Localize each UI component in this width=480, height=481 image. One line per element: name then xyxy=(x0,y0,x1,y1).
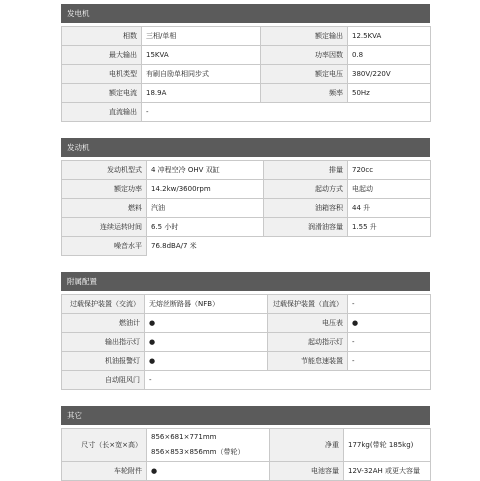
table-row xyxy=(62,27,431,46)
size-value-line: 856×681×771mm xyxy=(151,433,217,441)
spec-label: 电机类型 xyxy=(62,65,142,84)
spec-label: 额定电流 xyxy=(62,84,142,103)
spec-value: ● xyxy=(145,352,268,371)
spec-label: 尺寸（长×宽×高） xyxy=(62,429,147,462)
table-row xyxy=(62,199,431,218)
table-row xyxy=(62,371,431,390)
spec-label: 发动机型式 xyxy=(62,161,147,180)
spec-value: 三相/单相 xyxy=(142,27,261,46)
spec-value: 177kg(带轮 185kg) xyxy=(344,429,431,462)
others-section xyxy=(61,406,430,481)
spec-label: 油箱容积 xyxy=(264,199,348,218)
spec-value: - xyxy=(145,371,431,390)
spec-value: 76.8dBA/7 米 xyxy=(147,237,264,256)
spec-value: 6.5 小时 xyxy=(147,218,264,237)
spec-value: 汽油 xyxy=(147,199,264,218)
spec-value: 有刷自励单相同步式 xyxy=(142,65,261,84)
spec-value: 4 冲程空冷 OHV 双缸 xyxy=(147,161,264,180)
spec-label: 频率 xyxy=(261,84,348,103)
spec-label: 相数 xyxy=(62,27,142,46)
spec-label: 额定功率 xyxy=(62,180,147,199)
others-table xyxy=(61,428,431,481)
size-value-line: 856×853×856mm（带轮） xyxy=(151,448,245,456)
generator-table xyxy=(61,26,431,122)
table-row xyxy=(62,462,431,481)
spec-label: 连续运转时间 xyxy=(62,218,147,237)
accessories-table xyxy=(61,294,431,390)
spec-label: 直流输出 xyxy=(62,103,142,122)
spec-value: ● xyxy=(147,462,270,481)
accessories-section xyxy=(61,272,430,390)
table-row xyxy=(62,218,431,237)
spec-value: - xyxy=(142,103,431,122)
spec-value: 15KVA xyxy=(142,46,261,65)
engine-table xyxy=(61,160,431,256)
spec-label: 过载保护装置（交流） xyxy=(62,295,145,314)
table-row xyxy=(62,65,431,84)
spec-label: 机油报警灯 xyxy=(62,352,145,371)
generator-section xyxy=(61,4,430,122)
spec-label: 排量 xyxy=(264,161,348,180)
spec-label: 功率因数 xyxy=(261,46,348,65)
spec-value: 12V-32AH 或更大容量 xyxy=(344,462,431,481)
spec-label: 节能怠速装置 xyxy=(268,352,348,371)
spec-value: 无熔丝断路器（NFB） xyxy=(145,295,268,314)
spec-value: 14.2kw/3600rpm xyxy=(147,180,264,199)
spec-label: 过载保护装置（直流） xyxy=(268,295,348,314)
spec-label: 额定电压 xyxy=(261,65,348,84)
others-header: 其它 xyxy=(61,406,430,425)
spec-value: 18.9A xyxy=(142,84,261,103)
spec-label: 润滑油容量 xyxy=(264,218,348,237)
table-row xyxy=(62,84,431,103)
table-row xyxy=(62,237,431,256)
spec-value: - xyxy=(348,295,431,314)
spec-value: ● xyxy=(145,333,268,352)
spec-label: 自动阻风门 xyxy=(62,371,145,390)
spec-label: 电池容量 xyxy=(270,462,344,481)
spec-label: 燃料 xyxy=(62,199,147,218)
spec-label: 额定输出 xyxy=(261,27,348,46)
accessories-header: 附属配置 xyxy=(61,272,430,291)
spec-label: 电压表 xyxy=(268,314,348,333)
spec-value: ● xyxy=(145,314,268,333)
spec-value: ● xyxy=(348,314,431,333)
table-row xyxy=(62,180,431,199)
engine-header: 发动机 xyxy=(61,138,430,157)
spec-value: 12.5KVA xyxy=(348,27,431,46)
spec-label: 噪音水平 xyxy=(62,237,147,256)
spec-value xyxy=(147,429,270,462)
table-row xyxy=(62,352,431,371)
spec-label: 起动指示灯 xyxy=(268,333,348,352)
table-row xyxy=(62,429,431,462)
spec-value: 1.55 升 xyxy=(348,218,431,237)
table-row xyxy=(62,314,431,333)
spec-label: 净重 xyxy=(270,429,344,462)
spec-value: 0.8 xyxy=(348,46,431,65)
generator-header: 发电机 xyxy=(61,4,430,23)
spec-label: 最大输出 xyxy=(62,46,142,65)
spec-value: 380V/220V xyxy=(348,65,431,84)
table-row xyxy=(62,103,431,122)
spec-value: 720cc xyxy=(348,161,431,180)
spec-value: 50Hz xyxy=(348,84,431,103)
spec-value: - xyxy=(348,352,431,371)
spec-value: 电起动 xyxy=(348,180,431,199)
engine-section xyxy=(61,138,430,256)
spec-label: 车轮附件 xyxy=(62,462,147,481)
table-row xyxy=(62,333,431,352)
table-row xyxy=(62,295,431,314)
table-row xyxy=(62,161,431,180)
spec-label: 燃油计 xyxy=(62,314,145,333)
spec-value: 44 升 xyxy=(348,199,431,218)
spec-label: 输出指示灯 xyxy=(62,333,145,352)
table-row xyxy=(62,46,431,65)
spec-value: - xyxy=(348,333,431,352)
spec-label: 起动方式 xyxy=(264,180,348,199)
